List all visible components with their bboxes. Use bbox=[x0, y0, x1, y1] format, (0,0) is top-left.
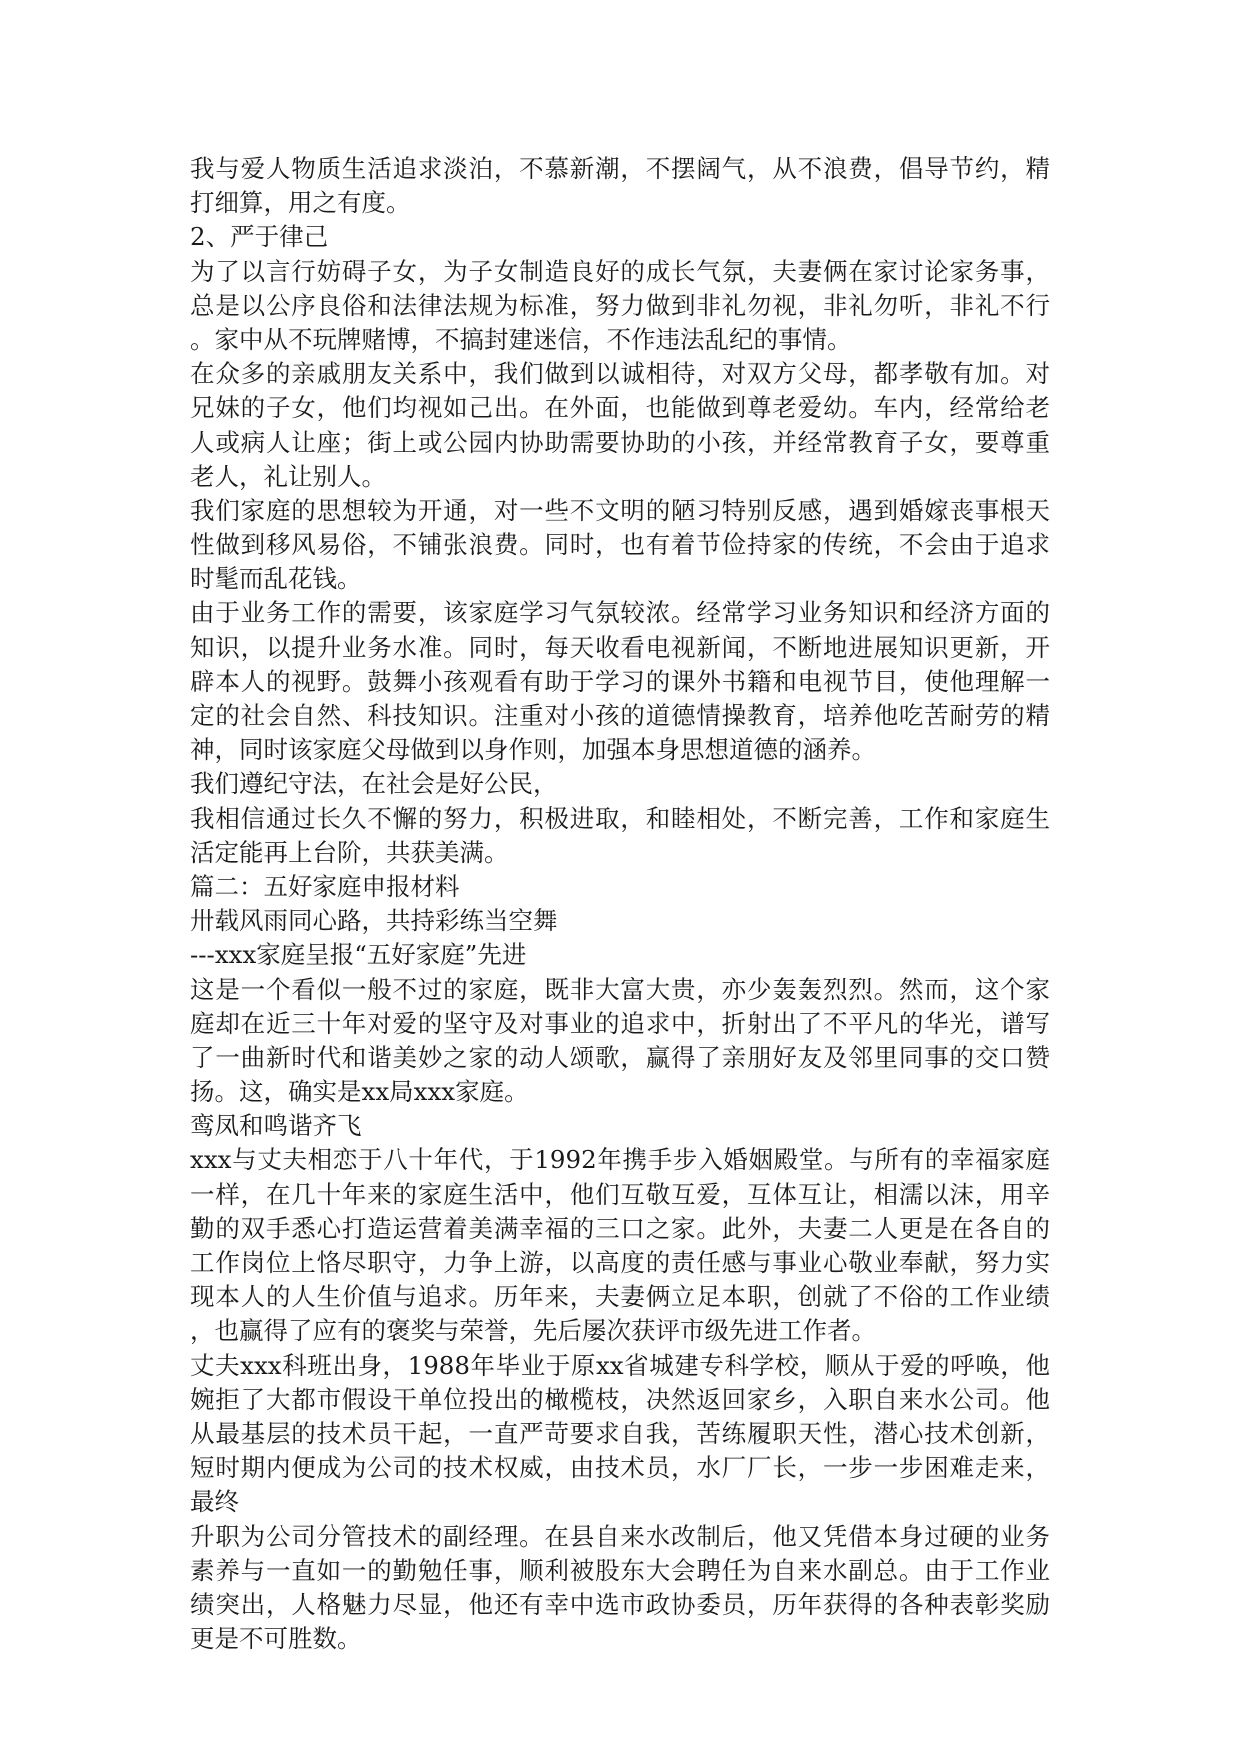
text-line: 人或病人让座；街上或公园内协助需要协助的小孩，并经常教育子女，要尊重 bbox=[190, 427, 1050, 457]
text-line: 素养与一直如一的勤勉任事，顺利被股东大会聘任为自来水副总。由于工作业 bbox=[190, 1555, 1050, 1585]
text-line: 这是一个看似一般不过的家庭，既非大富大贵，亦少轰轰烈烈。然而，这个家 bbox=[190, 974, 1050, 1004]
text-line: 工作岗位上恪尽职守，力争上游，以高度的责任感与事业心敬业奉献，努力实 bbox=[190, 1248, 1050, 1277]
text-line: 勤的双手悉心打造运营着美满幸福的三口之家。此外，夫妻二人更是在各自的 bbox=[190, 1213, 1050, 1243]
text-line: 短时期内便成为公司的技术权威，由技术员，水厂厂长，一步一步困难走来， bbox=[190, 1453, 1050, 1483]
text-line: 升职为公司分管技术的副经理。在县自来水改制后，他又凭借本身过硬的业务 bbox=[190, 1521, 1050, 1551]
text-line: 绩突出，人格魅力尽显，他还有幸中选市政协委员，历年获得的各种表彰奖励 bbox=[190, 1589, 1050, 1619]
text-line: 扬。这，确实是xx局xxx家庭。 bbox=[190, 1077, 529, 1107]
text-line: 了一曲新时代和谐美妙之家的动人颂歌，赢得了亲朋好友及邻里同事的交口赞 bbox=[190, 1042, 1050, 1072]
text-line: 定的社会自然、科技知识。注重对小孩的道德情操教育，培养他吃苦耐劳的精 bbox=[190, 701, 1050, 730]
text-line: 从最基层的技术员干起，一直严苛要求自我，苦练履职天性，潜心技术创新， bbox=[190, 1418, 1050, 1448]
text-line: 卅载风雨同心路，共持彩练当空舞 bbox=[190, 906, 558, 936]
text-line: 打细算，用之有度。 bbox=[190, 188, 411, 218]
text-line: 由于业务工作的需要，该家庭学习气氛较浓。经常学习业务知识和经济方面的 bbox=[190, 598, 1050, 628]
text-line: 婉拒了大都市假设干单位投出的橄榄枝，决然返回家乡，入职自来水公司。他 bbox=[190, 1384, 1050, 1414]
text-line: 老人，礼让别人。 bbox=[190, 461, 386, 491]
text-line: ---xxx家庭呈报“五好家庭”先进 bbox=[190, 940, 527, 970]
text-line: 篇二：五好家庭申报材料 bbox=[190, 871, 460, 901]
text-line: 神，同时该家庭父母做到以身作则，加强本身思想道德的涵养。 bbox=[190, 735, 876, 765]
text-line: 最终 bbox=[190, 1487, 239, 1517]
text-line: 我们遵纪守法，在社会是好公民， bbox=[190, 769, 558, 799]
text-line: 2、严于律己 bbox=[190, 222, 329, 252]
text-line: 现本人的人生价值与追求。历年来，夫妻俩立足本职，创就了不俗的工作业绩 bbox=[190, 1282, 1050, 1312]
text-line: 知识，以提升业务水准。同时，每天收看电视新闻，不断地进展知识更新，开 bbox=[190, 632, 1050, 662]
text-line: 鸾凤和鸣谐齐飞 bbox=[190, 1111, 362, 1141]
text-line: 一样，在几十年来的家庭生活中，他们互敬互爱，互体互让，相濡以沫，用辛 bbox=[190, 1179, 1050, 1209]
text-line: 我们家庭的思想较为开通，对一些不文明的陋习特别反感，遇到婚嫁丧事根天 bbox=[190, 495, 1050, 525]
text-line: 丈夫xxx科班出身，1988年毕业于原xx省城建专科学校，顺从于爱的呼唤，他 bbox=[190, 1350, 1050, 1380]
text-line: 时髦而乱花钱。 bbox=[190, 564, 362, 594]
text-line: 兄妹的子女，他们均视如己出。在外面，也能做到尊老爱幼。车内，经常给老 bbox=[190, 393, 1050, 423]
text-line: 辟本人的视野。鼓舞小孩观看有助于学习的课外书籍和电视节目，使他理解一 bbox=[190, 666, 1050, 696]
text-line: 我相信通过长久不懈的努力，积极进取，和睦相处，不断完善，工作和家庭生 bbox=[190, 803, 1050, 833]
text-line: ，也赢得了应有的褒奖与荣誉，先后屡次获评市级先进工作者。 bbox=[190, 1316, 876, 1346]
text-line: 庭却在近三十年对爱的坚守及对事业的追求中，折射出了不平凡的华光，谱写 bbox=[190, 1008, 1050, 1038]
text-line: 更是不可胜数。 bbox=[190, 1624, 362, 1654]
document-body bbox=[190, 152, 1050, 1656]
text-line: 。家中从不玩牌赌博，不搞封建迷信，不作违法乱纪的事情。 bbox=[190, 324, 852, 354]
text-line: 为了以言行妨碍子女，为子女制造良好的成长气氛，夫妻俩在家讨论家务事， bbox=[190, 256, 1050, 286]
text-line: 我与爱人物质生活追求淡泊，不慕新潮，不摆阔气，从不浪费，倡导节约，精 bbox=[190, 154, 1050, 183]
text-line: 在众多的亲戚朋友关系中，我们做到以诚相待，对双方父母，都孝敬有加。对 bbox=[190, 359, 1050, 389]
text-line: xxx与丈夫相恋于八十年代，于1992年携手步入婚姻殿堂。与所有的幸福家庭 bbox=[190, 1145, 1050, 1175]
text-line: 活定能再上台阶，共获美满。 bbox=[190, 837, 509, 867]
text-line: 总是以公序良俗和法律法规为标准，努力做到非礼勿视，非礼勿听，非礼不行 bbox=[190, 290, 1050, 320]
text-line: 性做到移风易俗，不铺张浪费。同时，也有着节俭持家的传统，不会由于追求 bbox=[190, 530, 1050, 560]
